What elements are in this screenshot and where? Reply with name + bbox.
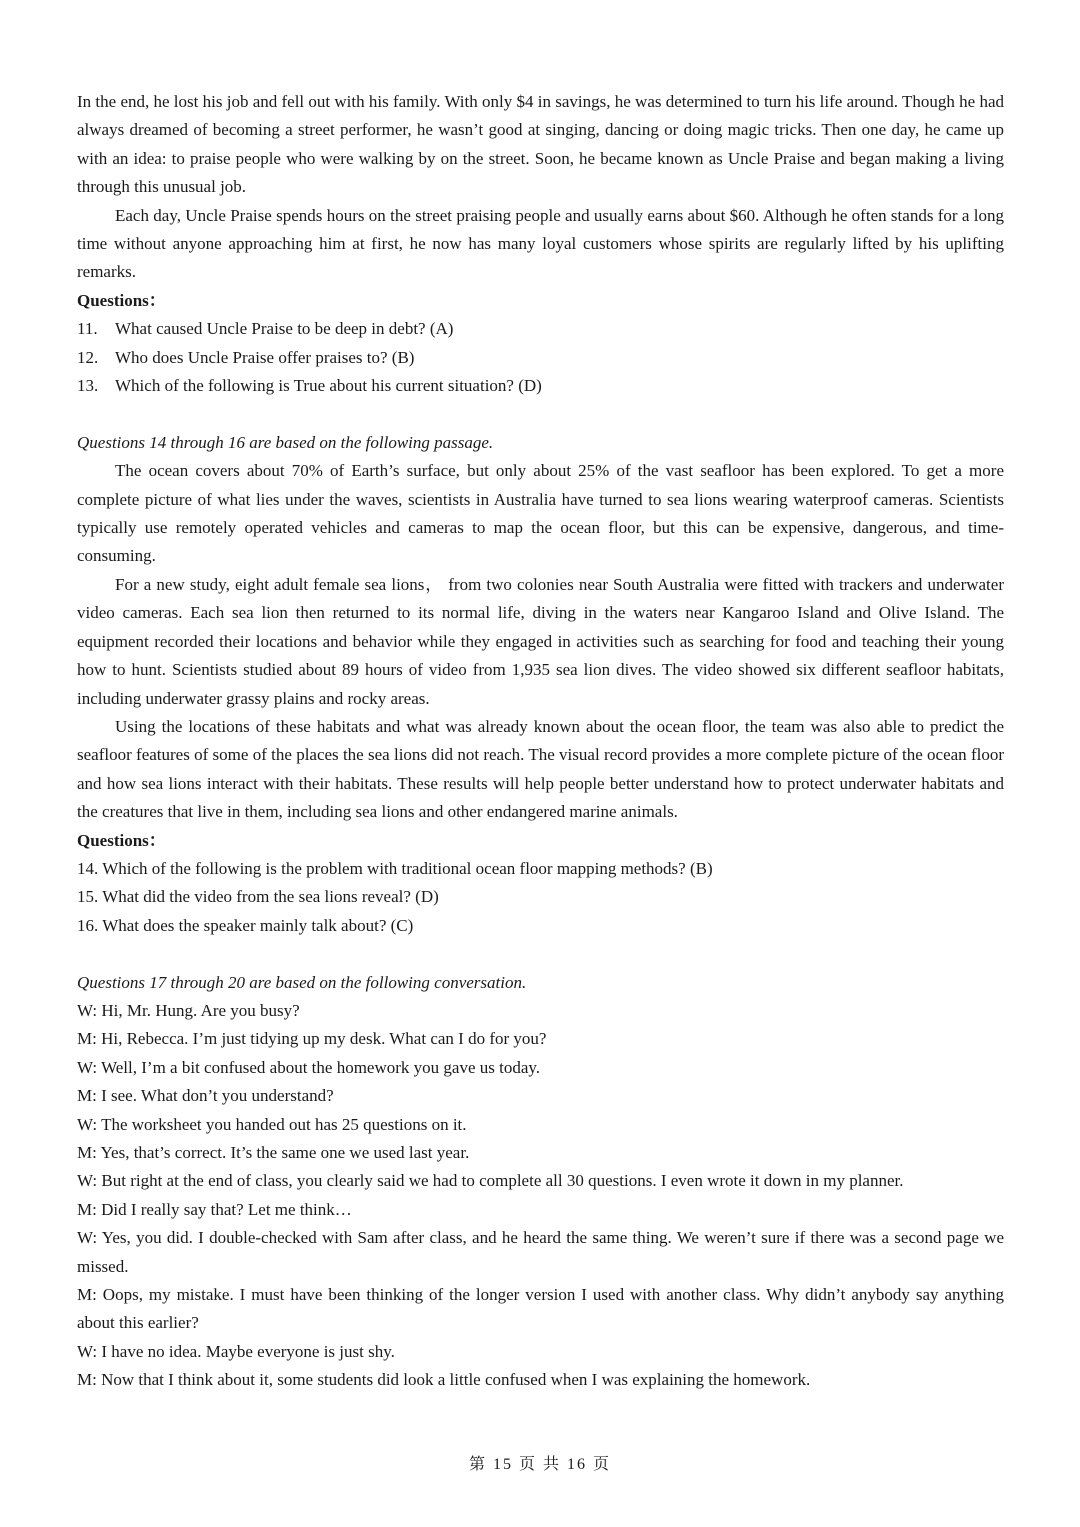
document-page <box>77 88 1004 1395</box>
dialogue-line: M: Oops, my mistake. I must have been thinking of the longer version I used with another class. Why didn’t anybody say anything about this earlier? <box>77 1285 1004 1333</box>
page-footer: 第 15 页 共 16 页 <box>468 1456 611 1473</box>
question-item: 14. Which of the following is the problem with traditional ocean floor mapping methods? (B) <box>77 858 713 878</box>
dialogue-line: W: The worksheet you handed out has 25 questions on it. <box>77 1114 467 1134</box>
question-item <box>77 344 1004 372</box>
question-number: 13. <box>77 376 99 396</box>
dialogue-line: W: Hi, Mr. Hung. Are you busy? <box>77 1000 300 1020</box>
dialogue-line: M: Hi, Rebecca. I’m just tidying up my desk. What can I do for you? <box>77 1029 547 1049</box>
question-item <box>77 372 1004 400</box>
passage-paragraph: In the end, he lost his job and fell out with his family. With only $4 in savings, he was determined to turn his life around. Though he had always dreamed of becoming a street performer, he wasn’t good at singing, dancing or doing magic tricks. Then one day, he came up with an idea: to praise people who were walking by on the street. Soon, he became known as Uncle Praise and began making a living through this unusual job. <box>77 92 1004 197</box>
dialogue-line: W: I have no idea. Maybe everyone is just shy. <box>77 1341 395 1361</box>
passage-paragraph: For a new study, eight adult female sea lions， from two colonies near South Australia were fitted with trackers and underwater video cameras. Each sea lion then returned to its normal life, diving in the waters near Kangaroo Island and Olive Island. The equipment recorded their locations and behavior while they engaged in activities such as searching for food and teaching their young how to hunt. Scientists studied about 89 hours of video from 1,935 sea lion dives. The video showed six different seafloor habitats, including underwater grassy plains and rocky areas. <box>77 574 1004 708</box>
dialogue-line: W: But right at the end of class, you clearly said we had to complete all 30 questions. I even wrote it down in my planner. <box>77 1171 904 1191</box>
question-text: Who does Uncle Praise offer praises to? (B) <box>115 347 415 367</box>
section-intro: Questions 14 through 16 are based on the following passage. <box>77 432 494 452</box>
dialogue-line: M: I see. What don’t you understand? <box>77 1086 334 1106</box>
question-item: 15. What did the video from the sea lions reveal? (D) <box>77 887 439 907</box>
question-item: 16. What does the speaker mainly talk about? (C) <box>77 915 414 935</box>
question-text: Which of the following is True about his current situation? (D) <box>115 376 542 396</box>
dialogue-line: M: Yes, that’s correct. It’s the same one we used last year. <box>77 1143 470 1162</box>
questions-heading: Questions： <box>77 830 166 850</box>
question-number: 12. <box>77 347 99 367</box>
question-item <box>77 315 1004 343</box>
questions-heading: Questions： <box>77 290 166 310</box>
dialogue-line: W: Well, I’m a bit confused about the homework you gave us today. <box>77 1057 541 1077</box>
question-number: 11. <box>77 319 98 339</box>
question-text: What caused Uncle Praise to be deep in debt? (A) <box>115 319 454 339</box>
passage-paragraph: Using the locations of these habitats and what was already known about the ocean floor, the team was also able to predict the seafloor features of some of the places the sea lions did not reach. The visual record provides a more complete picture of the ocean floor and how sea lions interact with their habitats. These results will help people better understand how to protect underwater habitats and the creatures that live in them, including sea lions and other endangered marine animals. <box>77 716 1004 822</box>
dialogue-line: M: Did I really say that? Let me think… <box>77 1199 352 1219</box>
passage-paragraph: Each day, Uncle Praise spends hours on the street praising people and usually earns about $60. Although he often stands for a long time without anyone approaching him at first, he now has many loyal customers whose spirits are regularly lifted by his uplifting remarks. <box>77 205 1004 282</box>
dialogue-line: W: Yes, you did. I double-checked with Sam after class, and he heard the same thing. We weren’t sure if there was a second page we missed. <box>77 1228 1004 1276</box>
section-intro: Questions 17 through 20 are based on the following conversation. <box>77 972 527 992</box>
dialogue-line: M: Now that I think about it, some students did look a little confused when I was explaining the homework. <box>77 1370 811 1390</box>
passage-paragraph: The ocean covers about 70% of Earth’s surface, but only about 25% of the vast seafloor has been explored. To get a more complete picture of what lies under the waves, scientists in Australia have turned to sea lions wearing waterproof cameras. Scientists typically use remotely operated vehicles and cameras to map the ocean floor, but this can be expensive, dangerous, and time-consuming. <box>77 461 1004 566</box>
